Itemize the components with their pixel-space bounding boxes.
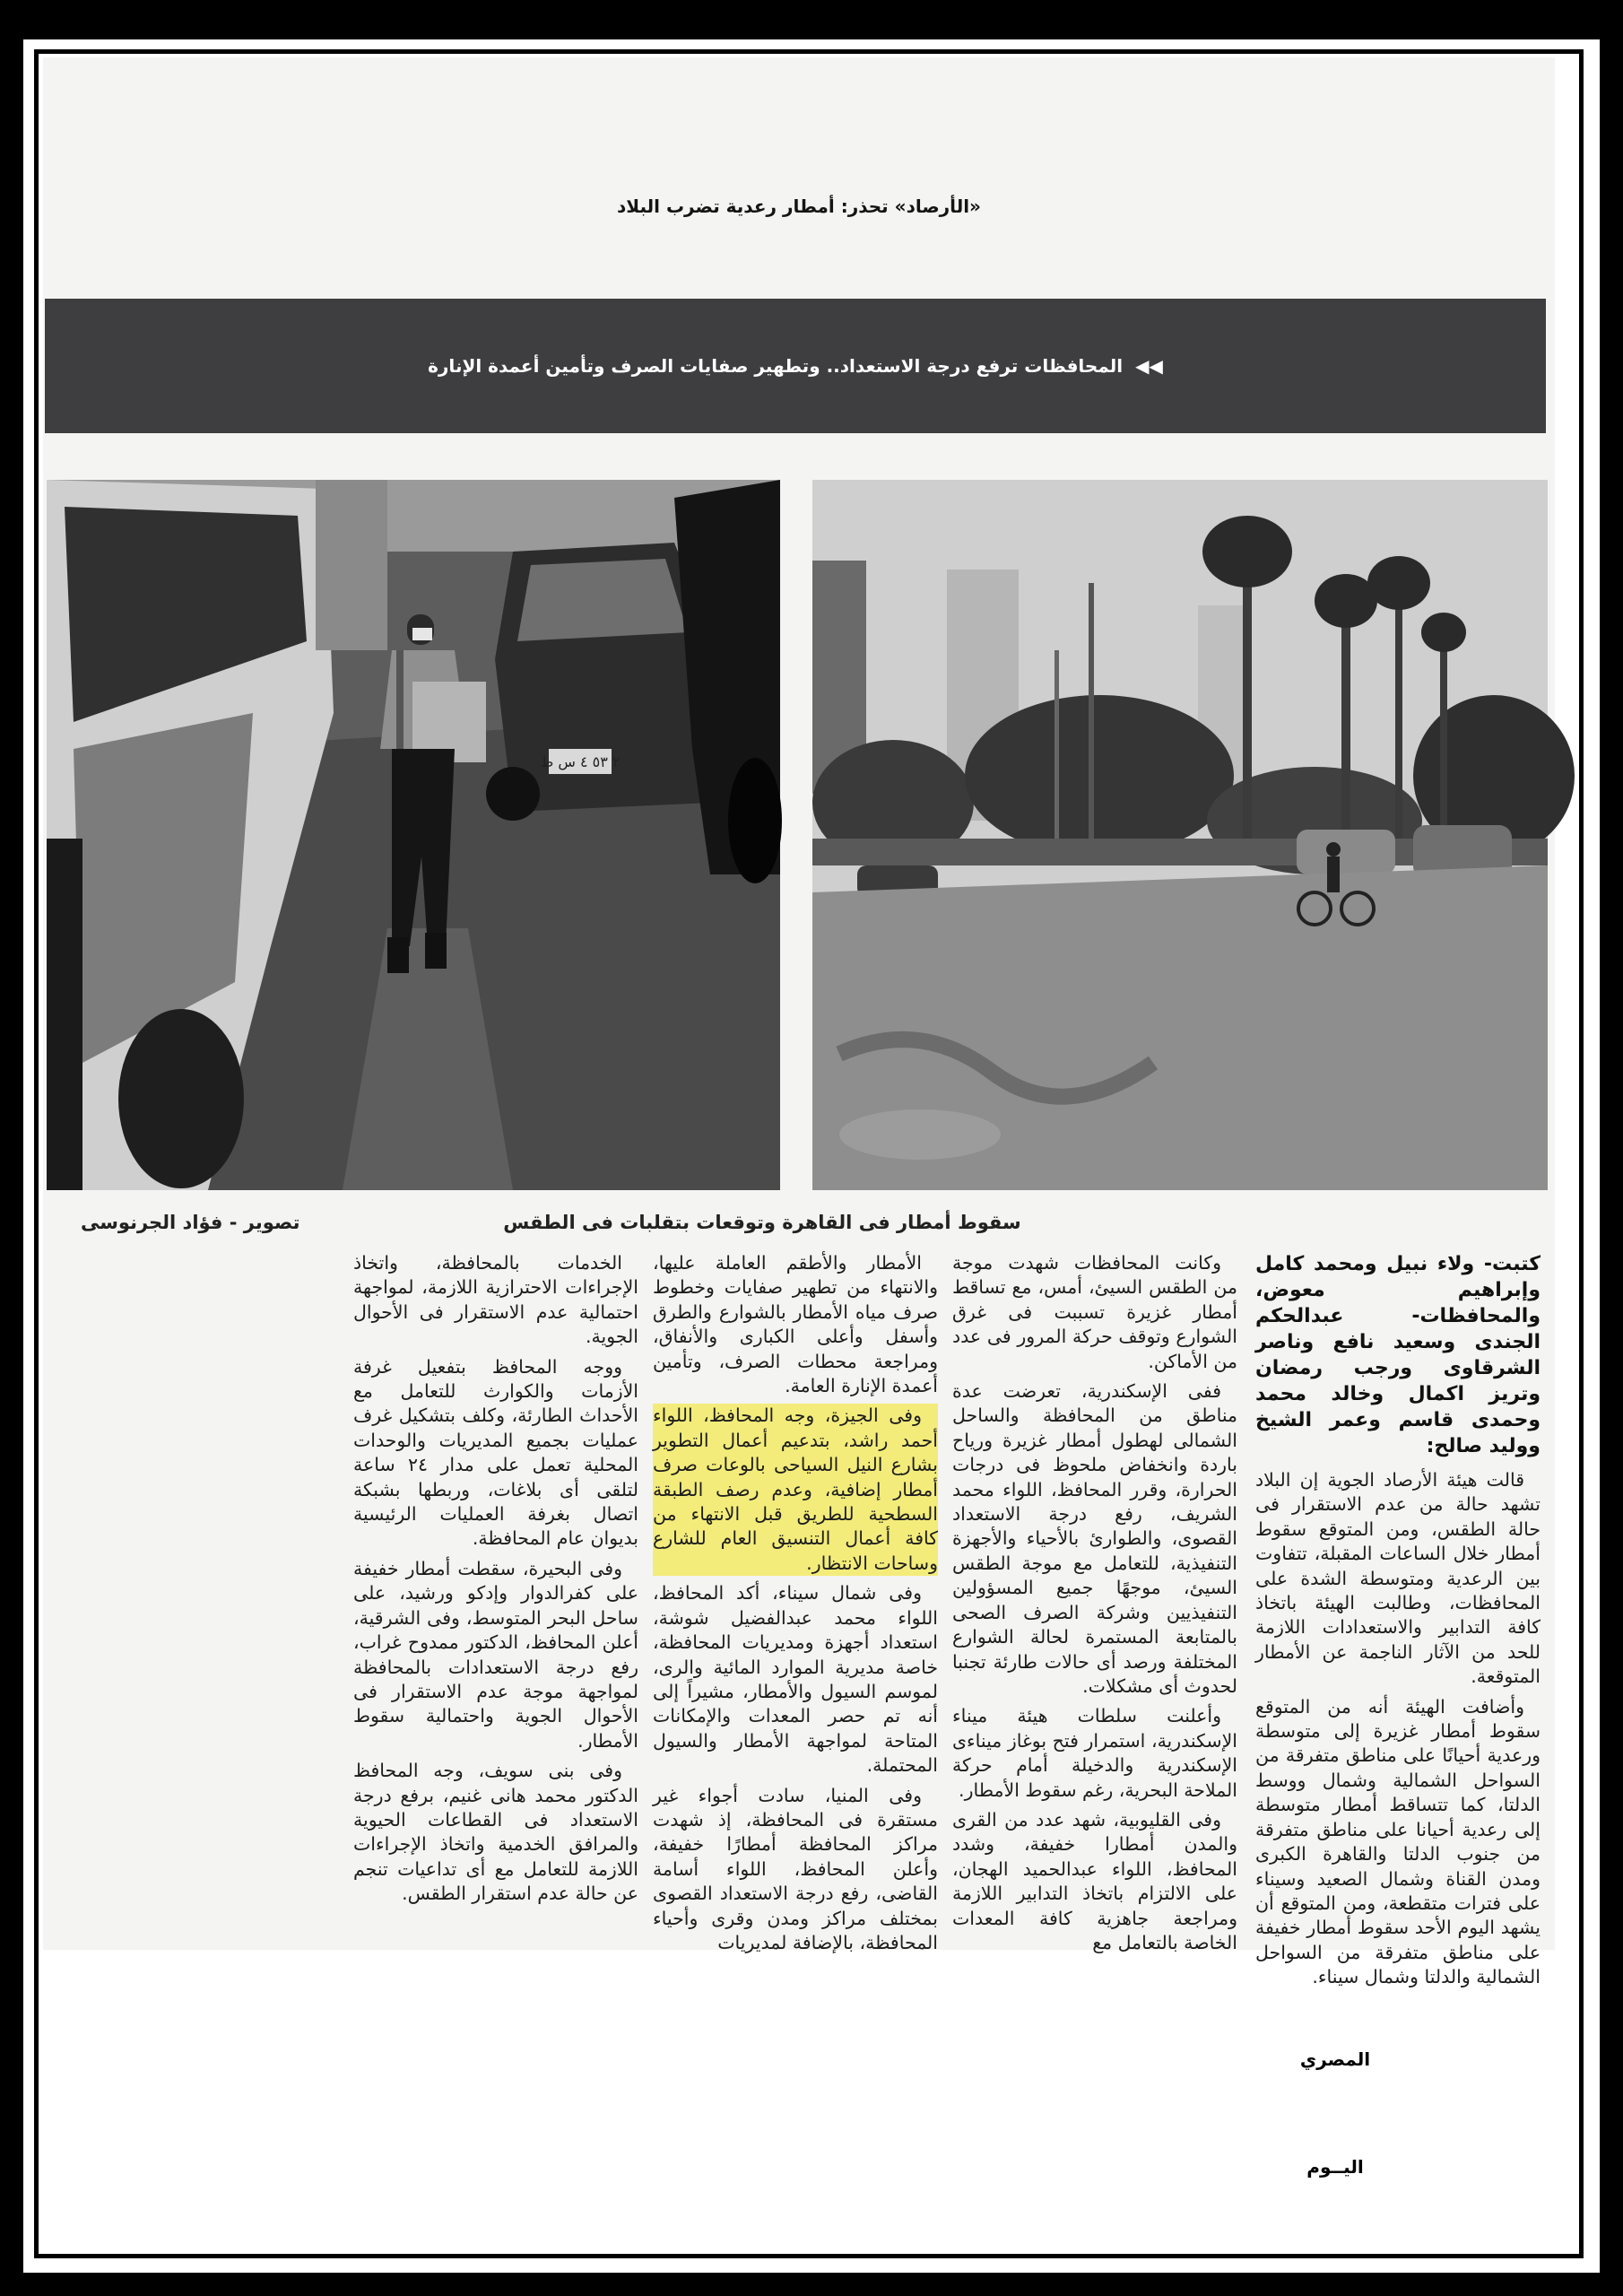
paragraph: الأمطار والأطقم العاملة عليها، والانتهاء من تطهير صفايات وخطوط صرف مياه الأمطار بالشوارع والطرق وأسفل وأعلى الكبارى والأنفاق، ومراجعة محطات الصرف، وتأمين أعمدة الإنارة العامة. [653,1252,938,1397]
photo-credit: تصوير - فؤاد الجرنوسى [81,1212,300,1233]
subheadline-text: المحافظات ترفع درجة الاستعداد.. وتطهير صفايات الصرف وتأمين أعمدة الإنارة [428,355,1124,377]
article-column-4 [353,1251,638,1942]
newspaper-logo [1117,1993,1553,2235]
double-arrow-icon: ◀◀ [1135,355,1163,377]
article-body [52,1251,1541,1988]
paragraph: قالت هيئة الأرصاد الجوية إن البلاد تشهد حالة من عدم الاستقرار فى حالة الطقس، ومن المتوقع سقوط أمطار خلال الساعات المقبلة، تتفاوت بين الرعدية ومتوسطة الشدة على المحافظات، وطالبت الهيئة باتخاذ كافة التدابير والاستعدادات اللازمة للحد من الآثار الناجمة عن الأمطار المتوقعة. [1255,1469,1541,1688]
subheadline [45,299,1546,433]
paragraph: وفى بنى سويف، وجه المحافظ الدكتور محمد هانى غنيم، برفع درجة الاستعداد فى القطاعات الحيوية والمرافق الخدمية واتخاذ الإجراءات اللازمة للتعامل مع أى تداعيات تنجم عن حالة عدم استقرار الطقس. [353,1760,638,1905]
photo-palms-road [812,480,1548,1190]
rain-street-image [47,480,780,1190]
paragraph: وأعلنت سلطات هيئة ميناء الإسكندرية، استمرار فتح بوغاز ميناءى الإسكندرية والدخيلة أمام حركة الملاحة البحرية، رغم سقوط الأمطار. [952,1705,1237,1801]
article-column-3 [653,1251,938,1953]
paragraph: وفى شمال سيناء، أكد المحافظ، اللواء محمد عبدالفضيل شوشة، استعداد أجهزة ومديريات المحافظة، خاصة مديرية الموارد المائية والرى، لموسم السيول والأمطار، مشيراً إلى أنه تم حصر المعدات والإمكانات المتاحة لمواجهة الأمطار والسيول المحتملة. [653,1582,938,1777]
photo-street-rain [47,480,780,1190]
paragraph: وكانت المحافظات شهدت موجة من الطقس السيئ، أمس، مع تساقط أمطار غزيرة تسببت فى غرق الشوارع وتوقف حركة المرور فى عدد من الأماكن. [952,1252,1237,1372]
paragraph: وفى القليوبية، شهد عدد من القرى والمدن أمطارا خفيفة، وشدد المحافظ، اللواء عبدالحميد الهجان، على الالتزام باتخاذ التدابير اللازمة ومراجعة جاهزية كافة المعدات الخاصة بالتعامل مع [952,1808,1237,1953]
logo-line-2: اليــوم [1306,2156,1364,2178]
paragraph: ففى الإسكندرية، تعرضت عدة مناطق من المحافظة والساحل الشمالى لهطول أمطار غزيرة ورياح باردة وانخفاض ملحوظ فى درجات الحرارة، وقرر المحافظ، اللواء محمد الشريف، رفع درجة الاستعداد القصوى، والطوارئ بالأحياء والأجهزة التنفيذية، للتعامل مع موجة الطقس السيئ، موجهًا جميع المسؤولين التنفيذيين وشركة الصرف الصحى بالمتابعة المستمرة لحالة الشوارع المختلفة ورصد أى حالات طارئة تجنبا لحدوث أى مشكلات. [952,1380,1237,1697]
headline: «الأرصاد» تحذر: أمطار رعدية تضرب البلاد [617,196,981,217]
paragraph: وأضافت الهيئة أنه من المتوقع سقوط أمطار غزيرة إلى متوسطة ورعدية أحيانًا على مناطق متفرقة من السواحل الشمالية وشمال ووسط الدلتا، كما تتساقط أمطار متوسطة إلى رعدية أحيانا على مناطق متفرقة من جنوب الدلتا والقاهرة الكبرى ومدن القناة وشمال الصعيد وسيناء على فترات متقطعة، ومن المتوقع أن يشهد اليوم الأحد سقوط أمطار خفيفة على مناطق متفرقة من السواحل الشمالية والدلتا وشمال سيناء. [1255,1695,1541,1988]
highlighted-paragraph: وفى الجيزة، وجه المحافظ، اللواء أحمد راشد، بتدعيم أعمال التطوير بشارع النيل السياحى بالوعات صرف أمطار إضافية، وعدم رصف الطبقة السطحية للطريق قبل الانتهاء من كافة أعمال التنسيق العام للشارع وساحات الانتظار. [653,1404,938,1576]
license-plate-text: ٢ ٥٣ ٤ س ط [540,753,621,770]
palms-road-image [812,480,1548,1190]
paragraph: الخدمات بالمحافظة، واتخاذ الإجراءات الاحترازية اللازمة، لمواجهة احتمالية عدم الاستقرار فى الأحوال الجوية. [353,1252,638,1348]
paragraph: وفى المنيا، سادت أجواء غير مستقرة فى المحافظة، إذ شهدت مراكز المحافظة أمطارًا خفيفة، وأعلن المحافظ، اللواء أسامة القاضى، رفع درجة الاستعداد القصوى بمختلف مراكز ومدن وقرى وأحياء المحافظة، بالإضافة لمديريات [653,1784,938,1953]
paragraph: وفى البحيرة، سقطت أمطار خفيفة على كفرالدوار وإدكو ورشيد، على ساحل البحر المتوسط، وفى الشرقية، أعلن المحافظ، الدكتور ممدوح غراب، رفع درجة الاستعدادات بالمحافظة لمواجهة موجة عدم الاستقرار فى الأحوال الجوية واحتمالية سقوط الأمطار. [353,1557,638,1752]
article-column-2 [952,1251,1237,1953]
subheadline-bar [45,299,1546,433]
paragraph: ووجه المحافظ بتفعيل غرفة الأزمات والكوارث للتعامل مع الأحداث الطارئة، وكلف بتشكيل غرف عمليات بجميع المديريات والوحدات المحلية تعمل على مدار ٢٤ ساعة لتلقى أى بلاغات، وربطها بشبكة اتصال بغرفة العمليات الرئيسية بديوان عام المحافظة. [353,1355,638,1550]
article-column-1 [1255,1251,1541,1988]
photo-caption: سقوط أمطار فى القاهرة وتوقعات بتقلبات فى الطقس [503,1212,1021,1233]
logo-line-1: المصري [1299,2048,1371,2070]
byline: كتبت- ولاء نبيل ومحمد كامل وإبراهيم معوض، والمحافظات- عبدالحكم الجندى وسعيد نافع وناصر الشرقاوى ورجب رمضان وتريز اكمال وخالد محمد وحمدى قاسم وعمر الشيخ ووليد صالح: [1255,1253,1541,1457]
